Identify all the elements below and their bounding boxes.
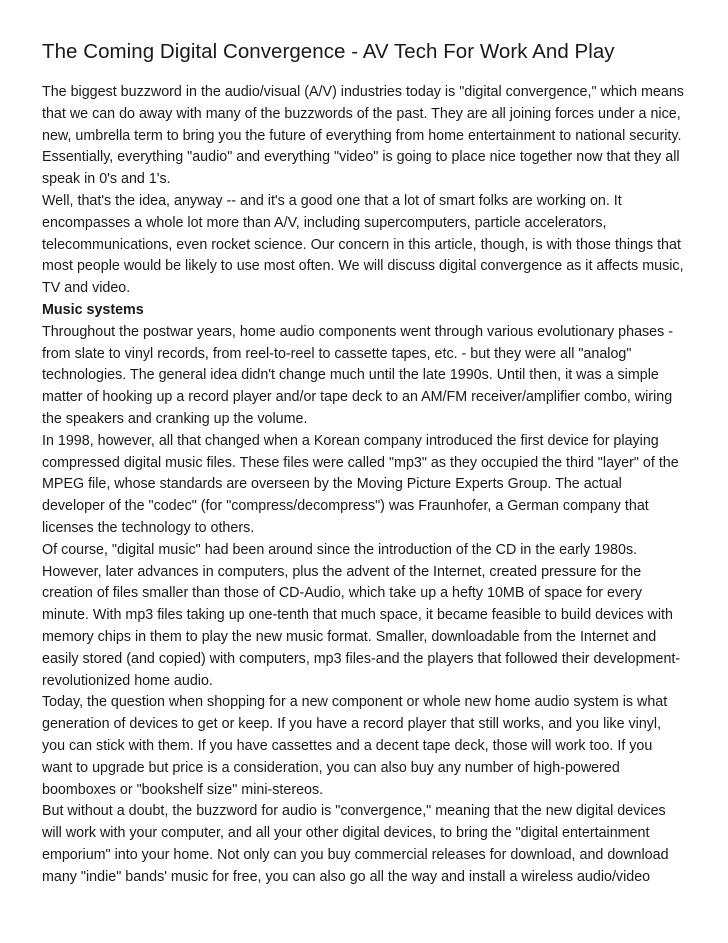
body-line: the speakers and cranking up the volume. <box>42 410 308 427</box>
body-line: emporium" into your home. Not only can you buy commercial releases for download, and download <box>42 846 669 863</box>
body-line: Today, the question when shopping for a new component or whole new home audio system is what <box>42 694 668 711</box>
body-line: that we can do away with many of the buzzwords of the past. They are all joining forces under a nice, <box>42 105 681 122</box>
document-page <box>42 38 692 888</box>
body-line: licenses the technology to others. <box>42 519 255 536</box>
body-line: new, umbrella term to bring you the future of everything from home entertainment to national security. <box>42 127 682 144</box>
body-line: developer of the "codec" (for "compress/decompress") was Fraunhofer, a German company that <box>42 498 649 515</box>
body-line: technologies. The general idea didn't change much until the late 1990s. Until then, it was a simple <box>42 367 659 384</box>
document-body <box>42 82 692 888</box>
body-line: easily stored (and copied) with computers, mp3 files-and the players that followed their development- <box>42 650 681 667</box>
body-line: But without a doubt, the buzzword for audio is "convergence," meaning that the new digital devices <box>42 803 666 820</box>
body-line: memory chips in them to play the new music format. Smaller, downloadable from the Internet and <box>42 628 657 645</box>
body-line: matter of hooking up a record player and/or tape deck to an AM/FM receiver/amplifier combo, wiring <box>42 389 673 406</box>
body-line: However, later advances in computers, plus the advent of the Internet, created pressure for the <box>42 563 642 580</box>
body-line: want to upgrade but price is a consideration, you can also buy any number of high-powered <box>42 759 620 776</box>
body-line: from slate to vinyl records, from reel-to-reel to cassette tapes, etc. - but they were all "analog" <box>42 345 632 362</box>
document-title: The Coming Digital Convergence - AV Tech For Work And Play <box>42 40 615 63</box>
body-line: Well, that's the idea, anyway -- and it's a good one that a lot of smart folks are working on. It <box>42 192 622 209</box>
body-line: telecommunications, even rocket science. Our concern in this article, though, is with those things that <box>42 236 681 253</box>
body-line: Essentially, everything "audio" and everything "video" is going to place nice together now that they all <box>42 149 680 166</box>
body-line: will work with your computer, and all your other digital devices, to bring the "digital entertainment <box>42 825 650 842</box>
body-line: compressed digital music files. These files were called "mp3" as they occupied the third "layer" of the <box>42 454 679 471</box>
body-line: generation of devices to get or keep. If you have a record player that still works, and you like vinyl, <box>42 716 662 733</box>
body-line: encompasses a whole lot more than A/V, including supercomputers, particle accelerators, <box>42 214 607 231</box>
body-line: most people would be likely to use most often. We will discuss digital convergence as it affects music, <box>42 258 684 275</box>
body-line: Throughout the postwar years, home audio components went through various evolutionary phases - <box>42 323 674 340</box>
body-line: The biggest buzzword in the audio/visual (A/V) industries today is "digital convergence," which means <box>42 84 684 100</box>
body-line: speak in 0's and 1's. <box>42 171 171 188</box>
body-line: you can stick with them. If you have cassettes and a decent tape deck, those will work too. If you <box>42 737 653 754</box>
body-line: boomboxes or "bookshelf size" mini-stereos. <box>42 781 324 798</box>
body-line: Of course, "digital music" had been around since the introduction of the CD in the early 1980s. <box>42 541 638 558</box>
body-line: minute. With mp3 files taking up one-tenth that much space, it became feasible to build devices with <box>42 607 673 624</box>
body-line: creation of files smaller than those of CD-Audio, which take up a hefty 10MB of space for every <box>42 585 642 602</box>
body-line: revolutionized home audio. <box>42 672 213 689</box>
body-line: MPEG file, whose standards are overseen by the Moving Picture Experts Group. The actual <box>42 476 622 493</box>
section-heading: Music systems <box>42 301 144 318</box>
body-line: In 1998, however, all that changed when a Korean company introduced the first device for playing <box>42 432 659 449</box>
body-line: many "indie" bands' music for free, you can also go all the way and install a wireless audio/video <box>42 868 651 885</box>
body-line: TV and video. <box>42 280 131 297</box>
